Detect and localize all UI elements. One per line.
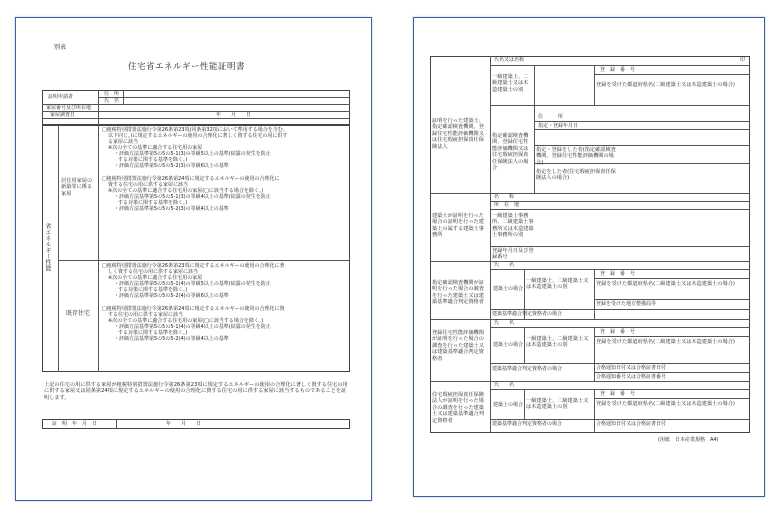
applicant-label: 証明申請者 xyxy=(48,94,74,100)
designator-label: 指定・登録をした者(指定確認検査機関、登録住宅性能評価機関の場合) xyxy=(536,147,616,166)
certificate-page-front xyxy=(15,17,372,501)
seal-mark: 印 xyxy=(740,57,746,63)
reg-no-label: 登 録 番 号 xyxy=(600,67,636,73)
applicant-name-label: 氏 名 xyxy=(104,98,120,104)
existing-house-label: 既存住宅 xyxy=(66,310,91,317)
case-architect-2: 建築士の場合 xyxy=(493,342,524,348)
existing-house-clauses: □租税特別措置法施行令第26条第23項に規定するエネルギーの使用の合理化に著 しく資する住宅の用に供する家屋に該当 ※次の全ての基準に適合する住宅用の家屋 ・評価方法基準第5の5の5-1(4)の等級5以上の基準(結露の発生を防止 する対策に関する基準を除く。) ・評価方法基準第5の5の5-2(4)の等級6以上の基準 □租税特別措置法施行令第26条第24項に規定するエネルギーの使用の合理化に資 する住宅の用に供する家屋に該当 ※次の全ての基準に適合する住宅用の家屋(□に該当する場合を除く。) ・評価方法基準第5の5の5-1(4)の等級4以上の基準(結露の発生を防止 する対策に関する基準を除く。) ・評価方法基準第5の5の5-2(4)の等級4以上の基準 xyxy=(102,263,285,342)
name-label: 氏名又は名称 xyxy=(494,57,525,63)
architect-kind-label: 一級建築士、二級建築士又は木造建築士の別 xyxy=(492,74,529,93)
office-reg-date-label: 登録年月日及び登録番号 xyxy=(492,248,534,261)
office-kind-label: 一級建築士事務所、二級建築士事務所又は木造建築士事務所の別 xyxy=(492,213,534,239)
case-judge-2: 建築基準適合判定資格者の場合 xyxy=(492,366,563,372)
agency-address-label: 住 所 xyxy=(538,114,564,120)
agency-label: 指定確認検査機関、登録住宅性能評価機関又は住宅瑕疵担保責任保険法人の場合 xyxy=(492,133,529,172)
case-architect-1: 建築士の場合 xyxy=(493,286,524,292)
case-architect-3: 建築士の場合 xyxy=(493,402,524,408)
certificate-title: 住宅省エネルギー性能証明書 xyxy=(128,62,246,72)
surveyor-name-1: 氏 名 xyxy=(494,262,515,268)
house-location-label: 家屋番号及び所在地 xyxy=(46,105,92,111)
judge-date-label: 合格通知日付又は合格証書日付 xyxy=(596,365,667,371)
survey-insurer-label: 住宅瑕疵担保責任保険法人が証明を行った場合の調査を行った建築士又は建築基準適合判定資格者 xyxy=(432,392,484,424)
survey-eval-label: 登録住宅性能評価機関が証明を行った場合の調査を行った建築士又は建築基準適合判定資格者 xyxy=(432,330,484,362)
surveyor-name-2: 氏 名 xyxy=(494,320,515,326)
new-house-clauses: □租税特別措置法施行令第26条第23項(同条第32項において準用する場合を含む。 以下同じ。)に規定するエネルギーの使用の合理化に著しく資する住宅の用に供す る家屋に該当 ※次の全ての基準に適合する住宅用の家屋 ・評価方法基準第5の5の5-1(3)の等級5以上の基準(結露の発生を防止 する対策に関する基準を除く。) ・評価方法基準第5の5の5-2(3)の等級6以上の基準 □租税特別措置法施行令第26条第24項に規定するエネルギーの使用の合理化に 資する住宅の用に供する家屋に該当 ※次の全ての基準に適合する住宅用の家屋(□に該当する場合を除く。) ・評価方法基準第5の5の5-1(3)の等級4以上の基準(結露の発生を防止 する対策に関する基準を除く。) ・評価方法基準第5の5の5-2(3)の等級4以上の基準 xyxy=(102,127,288,212)
certificate-page-back: 氏名又は名称 印 一級建築士、二級建築士又は木造建築士の別 登 録 番 号 登録を受けた都道府県名(二級建築士又は木造建築士の場合) 証明を行った建築士、指定確認検査機関、登録住宅性能評価機関又は住宅瑕疵担保責任保険法人 指定確認検査機関、登録住宅性能評価機関又は住宅瑕疵担保責任保険法人の場合 住 所 指定・登録年月日 指定・登録をした者(指定確認検査機関、登録住宅性能評価機関の場合) 指定をした者(住宅瑕疵担保責任保険法人の場合) 名 称 所 在 地 一級建築士事務所、二級建築士事務所又は木造建築士事務所の別 登録年月日及び登録番号 建築士が証明を行った場合の証明を行った建築士の属する建築士事務所 氏 名 指定確認検査機関が証明を行った場合の調査を行った建築士又は建築基準適合判定資格者 建築士の場合 一級建築士、二級建築士又は木造建築士の別 登 録 番 号 登録を受けた都道府県名(二級建築士又は木造建築士の場合) 登録を受けた地方整備局等 建築基準適合判定資格者の場合 氏 名 登録住宅性能評価機関が証明を行った場合の調査を行った建築士又は建築基準適合判定資格者 建築士の場合 一級建築士、二級建築士又は木造建築士の別 登 録 番 号 登録を受けた都道府県名(二級建築士又は木造建築士の場合) 建築基準適合判定資格者の場合 合格通知日付又は合格証書日付 合格通知番号又は合格証書番号 氏 名 住宅瑕疵担保責任保険法人が証明を行った場合の調査を行った建築士又は建築基準適合判定資格者 建築士の場合 一級建築士、二級建築士又は木造建築士の別 登 録 番 号 登録を受けた都道府県名(二級建築士又は木造建築士の場合) 建築基準適合判定資格者の場合 合格通知日付又は合格証書日付 (用紙 日本産業規格 A4) xyxy=(413,17,765,497)
survey-date-value: 年 月 日 xyxy=(216,112,252,118)
judge-number-label: 合格通知番号又は合格証書番号 xyxy=(596,374,667,380)
prefecture-reg-label: 登録を受けた都道府県名(二級建築士又は木造建築士の場合) xyxy=(596,82,735,88)
certification-statement: 上記の住宅の用に供する家屋が租税特別措置法施行令第26条第23項に規定するエネルギーの使用の合理化に著しく資する住宅の用に供する家屋又は同条第24項に規定するエネルギーの使用の合理化に資する住宅の用に供する家屋に該当するものであることを証明します。 xyxy=(44,382,348,401)
case-judge-3: 建築基準適合判定資格者の場合 xyxy=(492,421,563,427)
certification-date-label: 証 明 年 月 日 xyxy=(52,421,98,427)
designator-insurer-label: 指定をした者(住宅瑕疵担保責任保険法人の場合) xyxy=(536,169,616,182)
survey-date-label: 家屋調査日 xyxy=(50,112,76,118)
survey-agency-label: 指定確認検査機関が証明を行った場合の調査を行った建築士又は建築基準適合判定資格者 xyxy=(432,280,484,306)
surveyor-name-3: 氏 名 xyxy=(494,382,515,388)
energy-performance-label: 省エネルギー性能 xyxy=(44,223,51,271)
betsuhyo-label: 別表 xyxy=(54,44,67,51)
paper-size-footer: (用紙 日本産業規格 A4) xyxy=(658,437,719,443)
applicant-address-label: 住 所 xyxy=(104,91,120,97)
new-house-label: 居住用家屋の新築等に係る家屋 xyxy=(61,178,93,197)
office-location-label: 所 在 地 xyxy=(494,202,520,208)
certifier-table xyxy=(430,56,750,433)
certification-date-value: 年 月 日 xyxy=(166,421,202,427)
office-section-label: 建築士が証明を行った場合の証明を行った建築士の属する建築士事務所 xyxy=(432,213,484,239)
qualified-certifier-label: 証明を行った建築士、指定確認検査機関、登録住宅性能評価機関又は住宅瑕疵担保責任保険法人 xyxy=(432,118,484,150)
designation-date-label: 指定・登録年月日 xyxy=(538,123,579,129)
case-judge-1: 建築基準適合判定資格者の場合 xyxy=(492,311,563,317)
office-name-label: 名 称 xyxy=(494,194,515,200)
